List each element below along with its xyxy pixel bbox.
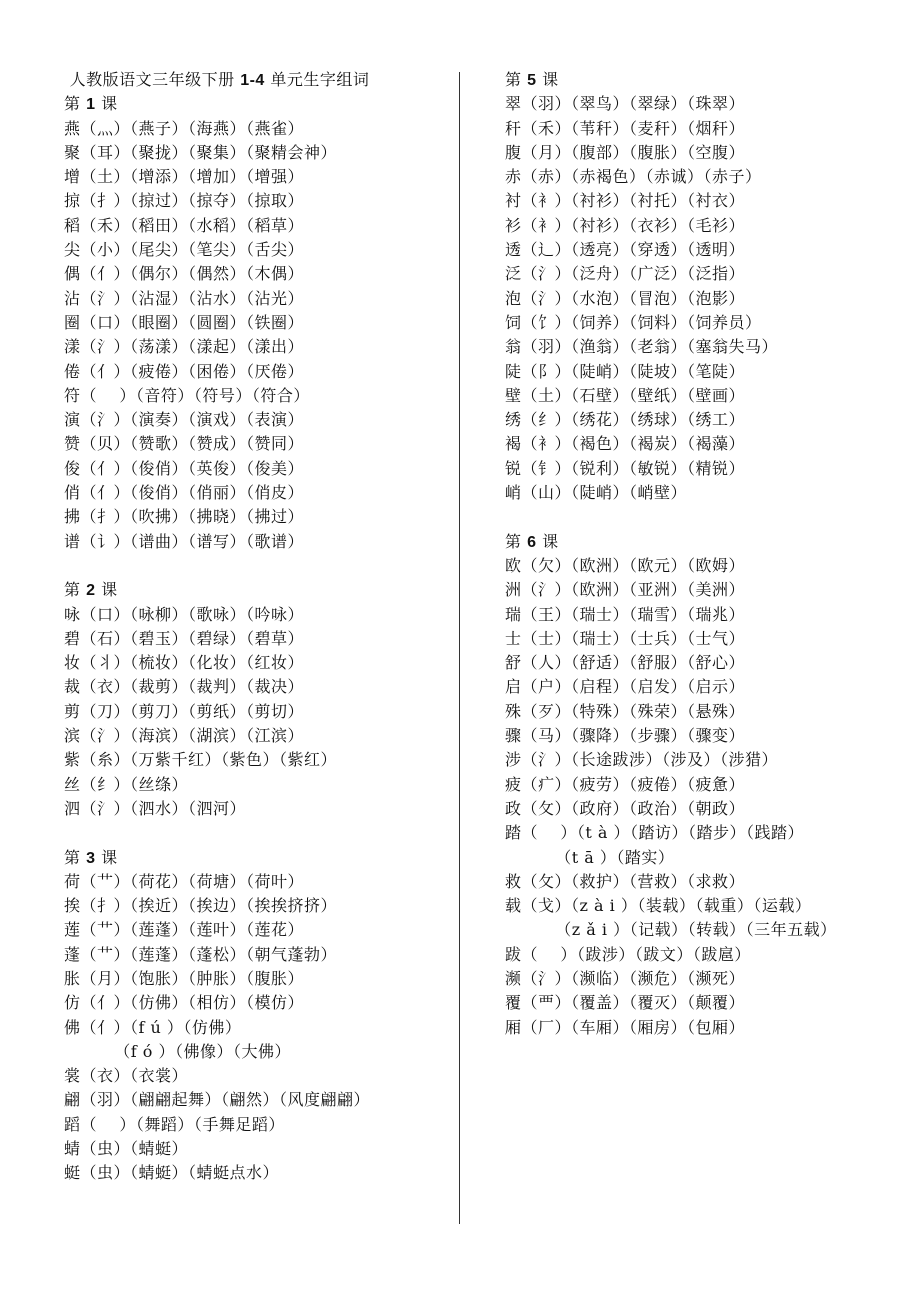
vocab-line: 启（户）（启程）（启发）（启示） (505, 677, 746, 697)
lesson-header (64, 578, 444, 602)
title-suffix: 单元生字组词 (264, 70, 370, 89)
vocab-line: 绣（纟）（绣花）（绣球）（绣工） (505, 410, 746, 430)
vocab-line: 覆（覀）（覆盖）（覆灭）（颠覆） (505, 993, 746, 1013)
vocab-line: 陡（阝）（陡峭）（陡坡）（笔陡） (505, 361, 746, 381)
vocab-line: 骤（马）（骤降）（步骤）（骤变） (505, 726, 746, 746)
lesson-header-prefix: 第 (64, 580, 87, 600)
vocab-line: 壁（土）（石壁）（壁纸）（壁画） (505, 385, 746, 405)
section-gap (64, 821, 444, 845)
title-prefix: 人教版语文三年级下册 (64, 70, 241, 89)
vocab-line: 涉（氵）（长途跋涉）（涉及）（涉猎） (505, 750, 779, 770)
vocab-line: 濒（氵）（濒临）（濒危）（濒死） (505, 968, 746, 988)
vocab-line: 佛（亻）（f ú ）（仿佛） (64, 1017, 242, 1037)
lesson-header-prefix: 第 (505, 531, 528, 551)
vocab-line: 锐（钅）（锐利）（敏锐）（精锐） (505, 458, 746, 478)
vocab-line: 谱（讠）（谱曲）（谱写）（歌谱） (64, 531, 305, 551)
vocab-line: 翠（羽）（翠鸟）（翠绿）（珠翠） (505, 94, 746, 114)
vocab-line: 紫（糸）（万紫千红）（紫色）（紫红） (64, 750, 338, 770)
vocab-line: 饲（饣）（饲养）（饲料）（饲养员） (505, 312, 762, 332)
lesson-header-suffix: 课 (95, 847, 118, 867)
vocab-line: 演（氵）（演奏）（演戏）（表演） (64, 410, 305, 430)
vocab-line: 稻（禾）（稻田）（水稻）（稻草） (64, 215, 305, 235)
lesson-header-prefix: 第 (64, 94, 87, 114)
vocab-line: 蜓（虫）（蜻蜓）（蜻蜓点水） (64, 1163, 280, 1183)
vocab-line: 士（士）（瑞士）（士兵）（士气） (505, 628, 746, 648)
vocab-line: 载（戈）（z à i ）（装载）（载重）（运载） (505, 896, 812, 916)
vocab-line: 增（土）（增添）（增加）（增强） (64, 167, 305, 187)
vocab-line: 蜻（虫）（蜻蜓） (64, 1139, 189, 1159)
lesson-header-prefix: 第 (505, 70, 528, 89)
vocab-line: 燕（灬）（燕子）（海燕）（燕雀） (64, 118, 305, 138)
vocab-line: 赤（赤）（赤褐色）（赤诚）（赤子） (505, 167, 762, 187)
lesson-header-suffix: 课 (95, 94, 118, 114)
vocab-line: 胀（月）（饱胀）（肿胀）（腹胀） (64, 968, 305, 988)
vocab-line: 咏（口）（咏柳）（歌咏）（吟咏） (64, 604, 305, 624)
vocab-line: 瑞（王）（瑞士）（瑞雪）（瑞兆） (505, 604, 746, 624)
vocab-line: 腹（月）（腹部）（腹胀）（空腹） (505, 142, 746, 162)
right-column (505, 68, 910, 1040)
lesson-number: 5 (527, 72, 537, 89)
vocab-line: 俊（亻）（俊俏）（英俊）（俊美） (64, 458, 305, 478)
vocab-line: 泛（氵）（泛舟）（广泛）（泛指） (505, 264, 746, 284)
title-range: 1-4 (240, 72, 265, 89)
vocab-line: 褐（衤）（褐色）（褐炭）（褐藻） (505, 434, 746, 454)
lesson-header (505, 68, 910, 92)
vocab-line: 丝（纟）（丝绦） (64, 774, 189, 794)
vocab-line: 政（攵）（政府）（政治）（朝政） (505, 798, 746, 818)
section-gap (505, 505, 910, 529)
vocab-line: 荷（艹）（荷花）（荷塘）（荷叶） (64, 871, 305, 891)
vocab-line: 洲（氵）（欧洲）（亚洲）（美洲） (505, 580, 746, 600)
lesson-header (64, 92, 444, 116)
vocab-line: 裳（衣）（衣裳） (64, 1066, 189, 1086)
vocab-line: 滨（氵）（海滨）（湖滨）（江滨） (64, 726, 305, 746)
vocab-line: （t ā ）（踏实） (505, 847, 675, 867)
vocab-line: 厢（厂）（车厢）（厢房）（包厢） (505, 1017, 746, 1037)
vocab-line: 聚（耳）（聚拢）（聚集）（聚精会神） (64, 142, 338, 162)
left-column (64, 68, 444, 1186)
vocab-line: 赞（贝）（赞歌）（赞成）（赞同） (64, 434, 305, 454)
vocab-line: 翁（羽）（渔翁）（老翁）（塞翁失马） (505, 337, 779, 357)
vocab-line: 疲（疒）（疲劳）（疲倦）（疲惫） (505, 774, 746, 794)
document-title (64, 68, 444, 92)
lesson-header (64, 846, 444, 870)
vocab-line: 蹈（ ）（舞蹈）（手舞足蹈） (64, 1114, 285, 1134)
lesson-number: 6 (527, 533, 537, 551)
vocab-line: 救（攵）（救护）（营救）（求救） (505, 871, 746, 891)
column-divider (459, 72, 460, 1224)
vocab-line: 碧（石）（碧玉）（碧绿）（碧草） (64, 628, 305, 648)
vocab-line: 衬（衤）（衬衫）（衬托）（衬衣） (505, 191, 746, 211)
vocab-line: 符（ ）（音符）（符号）（符合） (64, 385, 310, 405)
vocab-line: 尖（小）（尾尖）（笔尖）（舌尖） (64, 240, 305, 260)
lesson-header-suffix: 课 (536, 70, 559, 89)
vocab-line: 挨（扌）（挨近）（挨边）（挨挨挤挤） (64, 896, 338, 916)
vocab-line: 拂（扌）（吹拂）（拂晓）（拂过） (64, 507, 305, 527)
vocab-line: 掠（扌）（掠过）（掠夺）（掠取） (64, 191, 305, 211)
vocab-line: 踏（ ）（t à ）（踏访）（踏步）（践踏） (505, 823, 804, 843)
vocab-line: 衫（衤）（衬衫）（衣衫）（毛衫） (505, 215, 746, 235)
vocab-line: 翩（羽）（翩翩起舞）（翩然）（风度翩翩） (64, 1090, 371, 1110)
vocab-line: （z ǎ i ）（记载）（转载）（三年五载） (505, 920, 837, 940)
vocab-line: 秆（禾）（苇秆）（麦秆）（烟秆） (505, 118, 746, 138)
vocab-line: 妆（丬）（梳妆）（化妆）（红妆） (64, 653, 305, 673)
vocab-line: 透（辶）（透亮）（穿透）（透明） (505, 240, 746, 260)
vocab-line: 裁（衣）（裁剪）（裁判）（裁决） (64, 677, 305, 697)
vocab-line: 舒（人）（舒适）（舒服）（舒心） (505, 653, 746, 673)
vocab-line: 泡（氵）（水泡）（冒泡）（泡影） (505, 288, 746, 308)
vocab-line: 殊（歹）（特殊）（殊荣）（悬殊） (505, 701, 746, 721)
vocab-line: 俏（亻）（俊俏）（俏丽）（俏皮） (64, 483, 305, 503)
lesson-number: 2 (86, 582, 96, 600)
vocab-line: 仿（亻）（仿佛）（相仿）（模仿） (64, 993, 305, 1013)
lesson-header-prefix: 第 (64, 847, 87, 867)
lesson-header-suffix: 课 (536, 531, 559, 551)
lesson-header-suffix: 课 (95, 580, 118, 600)
vocab-line: 跋（ ）（跋涉）（跋文）（跋扈） (505, 944, 751, 964)
vocab-line: 偶（亻）（偶尔）（偶然）（木偶） (64, 264, 305, 284)
vocab-line: 峭（山）（陡峭）（峭壁） (505, 483, 688, 503)
lesson-number: 1 (86, 96, 96, 114)
vocab-line: 倦（亻）（疲倦）（困倦）（厌倦） (64, 361, 305, 381)
section-gap (64, 554, 444, 578)
vocab-line: 蓬（艹）（莲蓬）（蓬松）（朝气蓬勃） (64, 944, 338, 964)
vocab-line: 漾（氵）（荡漾）（漾起）（漾出） (64, 337, 305, 357)
lesson-number: 3 (86, 849, 96, 867)
vocab-line: 莲（艹）（莲蓬）（莲叶）（莲花） (64, 920, 305, 940)
vocab-line: 沾（氵）（沾湿）（沾水）（沾光） (64, 288, 305, 308)
vocab-line: 圈（口）（眼圈）（圆圈）（铁圈） (64, 312, 305, 332)
vocab-line: 欧（欠）（欧洲）（欧元）（欧姆） (505, 555, 746, 575)
vocab-line: 泗（氵）（泗水）（泗河） (64, 798, 247, 818)
lesson-header (505, 530, 910, 554)
vocab-line: 剪（刀）（剪刀）（剪纸）（剪切） (64, 701, 305, 721)
vocab-line: （f ó ）（佛像）（大佛） (64, 1041, 292, 1061)
